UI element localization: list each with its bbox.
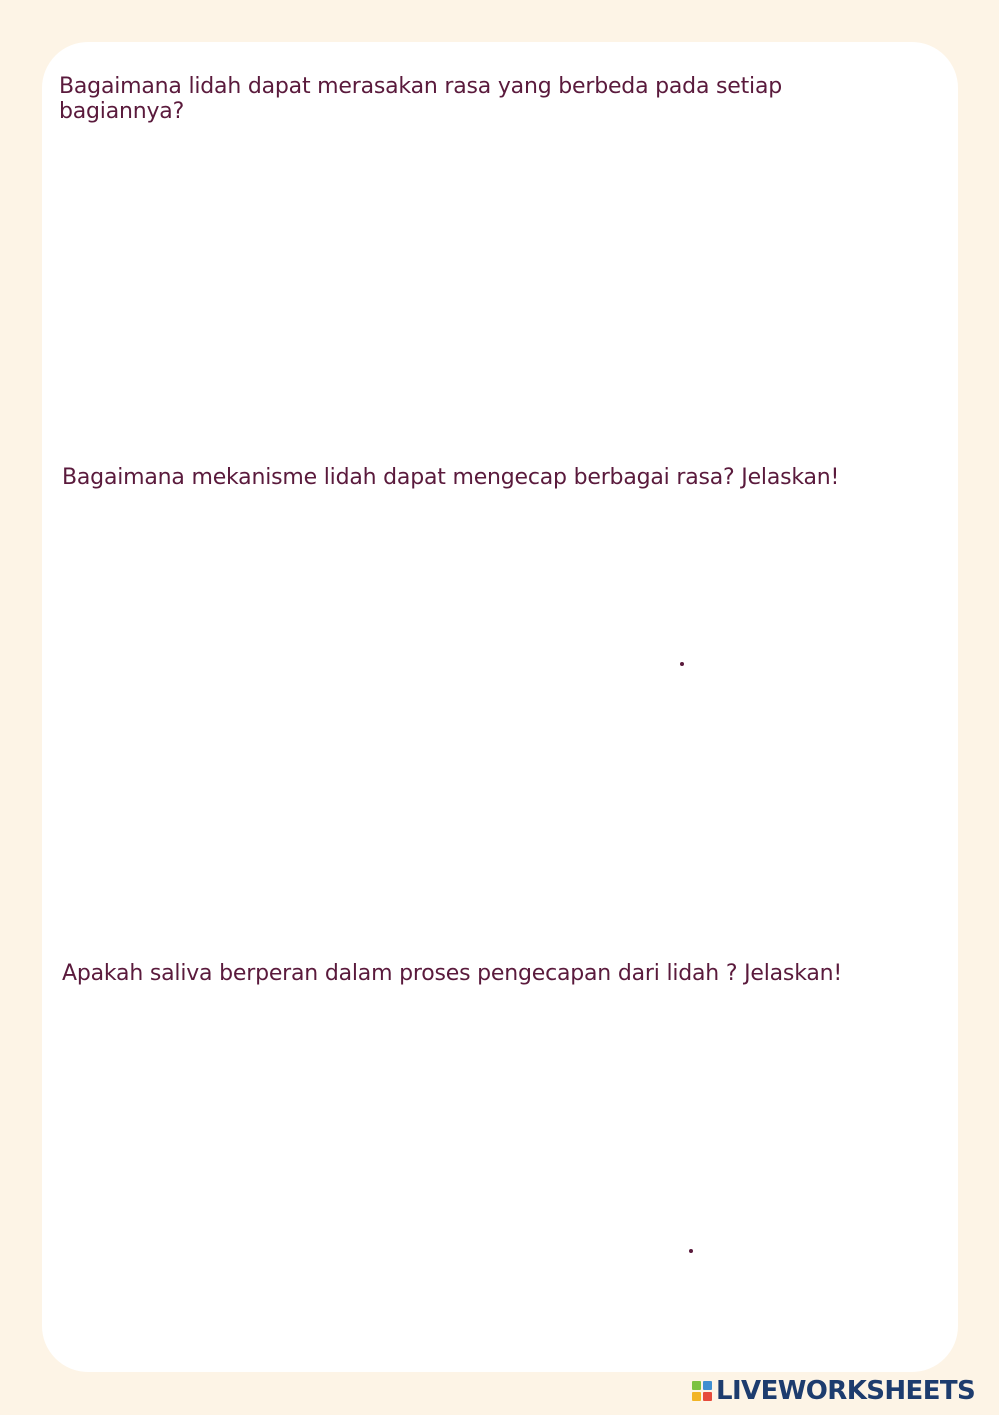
liveworksheets-logo-icon <box>692 1381 712 1401</box>
question-2-text: Bagaimana mekanisme lidah dapat mengecap berbagai rasa? Jelaskan! <box>62 465 840 490</box>
liveworksheets-logo[interactable] <box>692 1376 975 1406</box>
stray-dot-mark <box>689 1249 693 1253</box>
question-1-text: Bagaimana lidah dapat merasakan rasa yang berbeda pada setiap bagiannya? <box>59 74 783 124</box>
stray-dot-mark <box>680 662 684 666</box>
answer-area-2[interactable] <box>59 505 939 925</box>
question-3-text: Apakah saliva berperan dalam proses pengecapan dari lidah ? Jelaskan! <box>62 961 842 986</box>
liveworksheets-brand-text: LIVEWORKSHEETS <box>716 1376 976 1406</box>
answer-area-3[interactable] <box>59 1000 939 1340</box>
answer-area-1[interactable] <box>59 130 939 450</box>
